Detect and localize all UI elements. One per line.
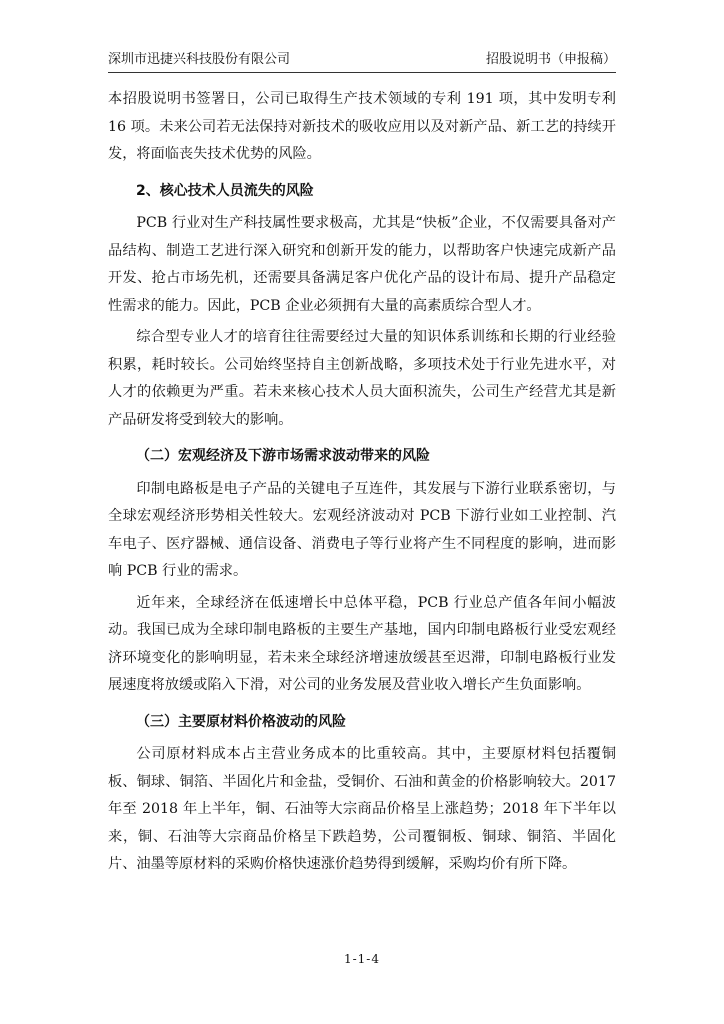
page-number: 1-1-4 [343,952,380,966]
document-title: 招股说明书（申报稿） [485,52,616,67]
company-name: 深圳市迅捷兴科技股份有限公司 [108,52,291,67]
paragraph-patents: 本招股说明书签署日，公司已取得生产技术领域的专利 191 项，其中发明专利 16 项。未来公司若无法保持对新技术的吸收应用以及对新产品、新工艺的持续开发，将面临丧失技术优势的风险。 [108,91,616,162]
section-heading-raw-materials: （三）主要原材料价格波动的风险 [136,713,346,730]
paragraph-pcb-talent: PCB 行业对生产科技属性要求极高，尤其是“快板”企业，不仅需要具备对产品结构、制造工艺进行深入研究和创新开发的能力，以帮助客户快速完成新产品开发、抢占市场先机，还需要具备满足客户优化产品的设计布局、提升产品稳定性需求的能力。因此，PCB 企业必须拥有大量的高素质综合型人才。 [108,215,616,314]
paragraph-downstream: 印制电路板是电子产品的关键电子互连件，其发展与下游行业联系密切，与全球宏观经济形势相关性较大。宏观经济波动对 PCB 下游行业如工业控制、汽车电子、医疗器械、通信设备、消费电子等行业将产生不同程度的影响，进而影响 PCB 行业的需求。 [108,480,616,579]
paragraph-raw-material-prices: 公司原材料成本占主营业务成本的比重较高。其中，主要原材料包括覆铜板、铜球、铜箔、半固化片和金盐，受铜价、石油和黄金的价格影响较大。2017 年至 2018 年上半年，铜、石油等大宗商品价格呈上涨趋势；2018 年下半年以来，铜、石油等大宗商品价格呈下跌趋势，公司覆铜板、铜球、铜箔、半固化片、油墨等原材料的采购价格快速涨价趋势得到缓解，采购均价有所下降。 [108,746,616,872]
section-heading-macro-economy: （二）宏观经济及下游市场需求波动带来的风险 [136,448,430,464]
section-heading-core-staff: 2、核心技术人员流失的风险 [136,182,314,199]
paragraph-global-economy: 近年来，全球经济在低速增长中总体平稳，PCB 行业总产值各年间小幅波动。我国已成为全球印制电路板的主要生产基地，国内印制电路板行业受宏观经济环境变化的影响明显，若未来全球经济增速放缓甚至迟滞，印制电路板行业发展速度将放缓或陷入下滑，对公司的业务发展及营业收入增长产生负面影响。 [108,594,616,693]
page-header [108,50,616,73]
paragraph-talent-training: 综合型专业人才的培育往往需要经过大量的知识体系训练和长期的行业经验积累，耗时较长。公司始终坚持自主创新战略，多项技术处于行业先进水平，对人才的依赖更为严重。若未来核心技术人员大面积流失，公司生产经营尤其是新产品研发将受到较大的影响。 [108,329,616,428]
body-content [108,86,616,879]
